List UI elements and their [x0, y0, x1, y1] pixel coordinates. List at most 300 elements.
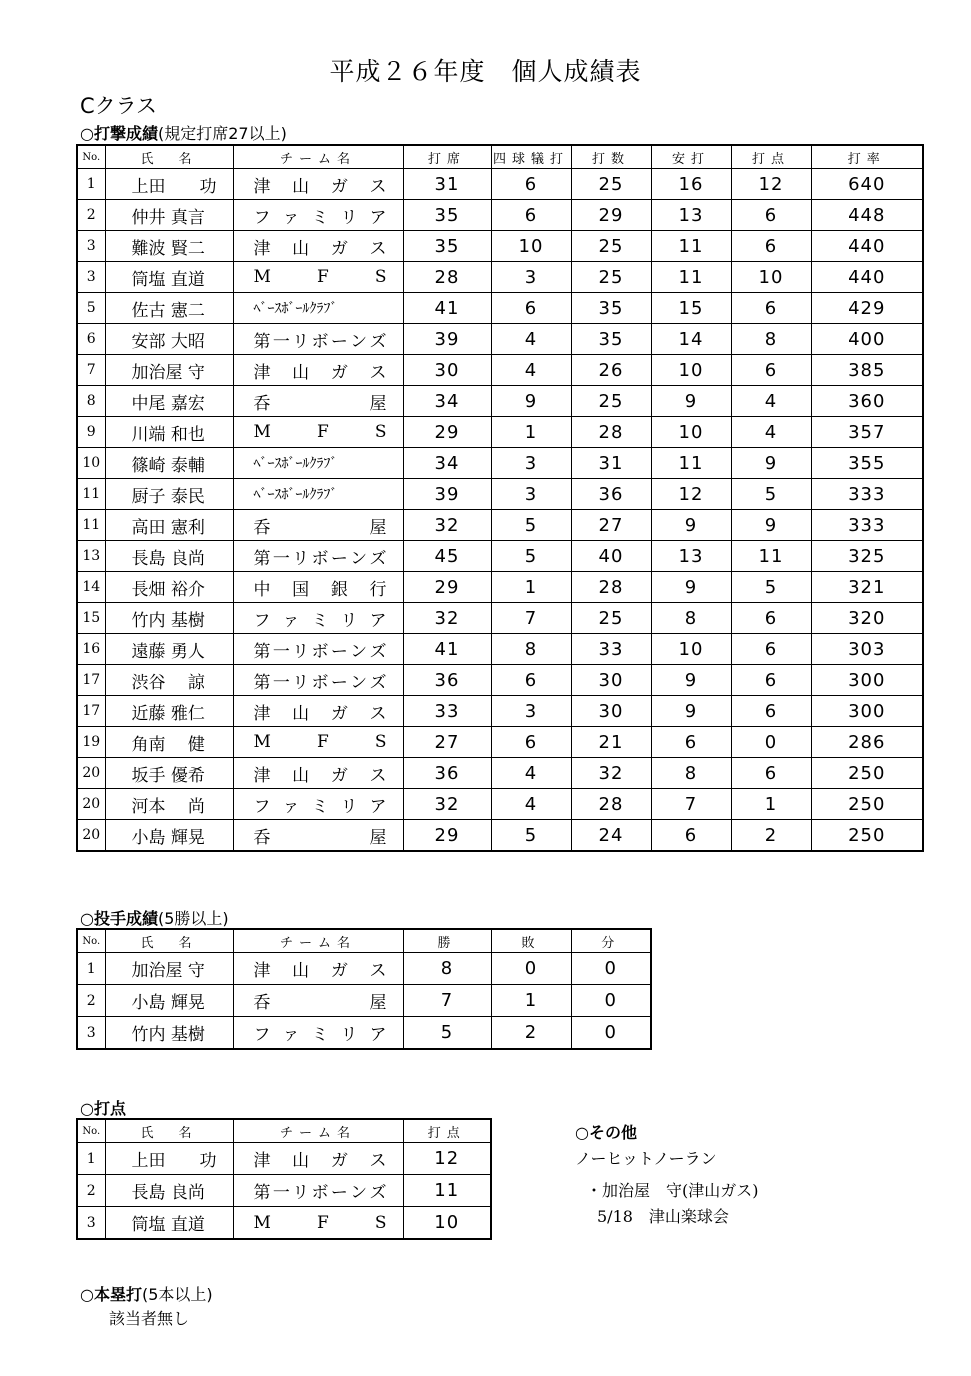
ab-cell: 25: [571, 262, 651, 293]
ab-cell: 32: [571, 758, 651, 789]
rbi-cell: 12: [403, 1143, 491, 1175]
batting-table-row: [77, 789, 923, 820]
h-cell: 10: [651, 417, 731, 448]
d-cell: 0: [571, 953, 651, 985]
rank-cell: 3: [77, 1207, 105, 1240]
player-name-cell: 難波 賢二: [105, 231, 233, 262]
rbi-cell: 10: [403, 1207, 491, 1240]
avg-cell: 325: [811, 541, 923, 572]
avg-cell: 400: [811, 324, 923, 355]
pitching-condition: (5勝以上): [157, 909, 229, 928]
rank-cell: 10: [77, 448, 105, 479]
rank-cell: 3: [77, 1017, 105, 1050]
player-name-cell: 遠藤 勇人: [105, 634, 233, 665]
ab-cell: 21: [571, 727, 651, 758]
other-line1: ノーヒットノーラン: [575, 1149, 717, 1168]
team-name: 津 山 ガ ス: [253, 238, 387, 259]
ab-cell: 40: [571, 541, 651, 572]
team-name: 呑 屋: [253, 827, 387, 848]
batting-table-row: [77, 727, 923, 758]
pa-cell: 34: [403, 386, 491, 417]
team-cell: [233, 820, 403, 852]
ab-cell: 25: [571, 603, 651, 634]
team-name: フ ァ ミ リ ア: [253, 610, 387, 631]
team-name: 津 山 ガ ス: [253, 1151, 387, 1171]
batting-table-row: [77, 479, 923, 510]
rbi-cell: 11: [403, 1175, 491, 1207]
team-name: M F S: [253, 267, 387, 287]
rank-cell: 7: [77, 355, 105, 386]
player-name-cell: 長島 良尚: [105, 541, 233, 572]
bb-cell: 8: [491, 634, 571, 665]
rbi-cell: 4: [731, 386, 811, 417]
player-name-cell: 近藤 雅仁: [105, 696, 233, 727]
pitching-table-row: [77, 1017, 651, 1050]
player-name-cell: 筒塩 直道: [105, 1207, 233, 1240]
h-cell: 13: [651, 200, 731, 231]
team-name: 第 一 リ ボ ー ン ズ: [253, 548, 387, 569]
team-name: 呑 屋: [253, 993, 387, 1013]
player-name-cell: 小島 輝晃: [105, 985, 233, 1017]
batting-table-row: [77, 417, 923, 448]
player-name-cell: 高田 憲利: [105, 510, 233, 541]
d-cell: 0: [571, 985, 651, 1017]
pa-cell: 41: [403, 634, 491, 665]
l-cell: 0: [491, 953, 571, 985]
team-name: M F S: [253, 732, 387, 752]
page-title: 平成２６年度 個人成績表: [329, 57, 642, 86]
pa-cell: 31: [403, 169, 491, 200]
rbi-table-row: [77, 1207, 491, 1240]
team-name: 第 一 リ ボ ー ン ズ: [253, 1183, 387, 1203]
team-name: ﾍﾞｰｽﾎﾞｰﾙｸﾗﾌﾞ: [253, 301, 338, 317]
batting-title: ○打撃成績: [80, 124, 158, 143]
avg-cell: 250: [811, 820, 923, 852]
h-cell: 11: [651, 448, 731, 479]
rank-cell: 1: [77, 953, 105, 985]
avg-cell: 250: [811, 758, 923, 789]
rbi-table-row: [77, 1175, 491, 1207]
batting-col-header: 打点: [731, 145, 811, 169]
team-name: 中 国 銀 行: [253, 579, 387, 600]
team-name: M F S: [253, 422, 387, 442]
rank-cell: 17: [77, 696, 105, 727]
player-name-cell: 加治屋 守: [105, 355, 233, 386]
player-name-cell: 長島 良尚: [105, 1175, 233, 1207]
rbi-cell: 9: [731, 448, 811, 479]
team-cell: [233, 262, 403, 293]
team-name: 第 一 リ ボ ー ン ズ: [253, 641, 387, 662]
rank-cell: 1: [77, 1143, 105, 1175]
bb-cell: 3: [491, 262, 571, 293]
player-name-cell: 角南 健: [105, 727, 233, 758]
ab-cell: 28: [571, 417, 651, 448]
avg-cell: 333: [811, 510, 923, 541]
ab-cell: 30: [571, 696, 651, 727]
batting-col-header: チーム名: [233, 145, 403, 169]
rbi-cell: 1: [731, 789, 811, 820]
h-cell: 10: [651, 355, 731, 386]
rbi-cell: 6: [731, 758, 811, 789]
ab-cell: 35: [571, 293, 651, 324]
rank-cell: 1: [77, 169, 105, 200]
player-name-cell: 川端 和也: [105, 417, 233, 448]
pitching-title: ○投手成績: [80, 909, 158, 928]
batting-table-row: [77, 386, 923, 417]
player-name-cell: 上田 功: [105, 1143, 233, 1175]
rbi-title: ○打点: [80, 1099, 126, 1118]
rbi-cell: 10: [731, 262, 811, 293]
pa-cell: 33: [403, 696, 491, 727]
team-cell: [233, 1207, 403, 1240]
rbi-cell: 8: [731, 324, 811, 355]
batting-table-row: [77, 634, 923, 665]
team-name: フ ァ ミ リ ア: [253, 1025, 387, 1045]
team-name: 第 一 リ ボ ー ン ズ: [253, 672, 387, 693]
team-name: フ ァ ミ リ ア: [253, 207, 387, 228]
ab-cell: 35: [571, 324, 651, 355]
rank-cell: 9: [77, 417, 105, 448]
rank-cell: 15: [77, 603, 105, 634]
homerun-title: ○本塁打: [80, 1285, 142, 1304]
rbi-cell: 12: [731, 169, 811, 200]
pa-cell: 45: [403, 541, 491, 572]
bb-cell: 4: [491, 324, 571, 355]
team-name: 呑 屋: [253, 517, 387, 538]
rbi-cell: 6: [731, 603, 811, 634]
team-name: フ ァ ミ リ ア: [253, 796, 387, 817]
team-cell: [233, 1017, 403, 1050]
avg-cell: 303: [811, 634, 923, 665]
w-cell: 5: [403, 1017, 491, 1050]
pa-cell: 32: [403, 789, 491, 820]
batting-table-row: [77, 293, 923, 324]
rank-cell: 3: [77, 262, 105, 293]
team-name: 津 山 ガ ス: [253, 703, 387, 724]
rbi-col-header: 打点: [403, 1119, 491, 1143]
other-title: ○その他: [575, 1123, 637, 1142]
batting-table-row: [77, 355, 923, 386]
h-cell: 16: [651, 169, 731, 200]
bb-cell: 10: [491, 231, 571, 262]
rbi-cell: 6: [731, 200, 811, 231]
rbi-cell: 2: [731, 820, 811, 852]
rbi-cell: 11: [731, 541, 811, 572]
pitching-col-header: No.: [77, 929, 105, 953]
rank-cell: 13: [77, 541, 105, 572]
pitching-col-header: 勝: [403, 929, 491, 953]
batting-table-row: [77, 541, 923, 572]
d-cell: 0: [571, 1017, 651, 1050]
avg-cell: 321: [811, 572, 923, 603]
bb-cell: 5: [491, 820, 571, 852]
ab-cell: 24: [571, 820, 651, 852]
w-cell: 7: [403, 985, 491, 1017]
batting-table-row: [77, 665, 923, 696]
pa-cell: 35: [403, 200, 491, 231]
player-name-cell: 河本 尚: [105, 789, 233, 820]
pitching-heading: [80, 906, 229, 929]
team-cell: [233, 417, 403, 448]
rank-cell: 8: [77, 386, 105, 417]
h-cell: 9: [651, 572, 731, 603]
pitching-col-header: チーム名: [233, 929, 403, 953]
h-cell: 12: [651, 479, 731, 510]
batting-table-row: [77, 231, 923, 262]
pa-cell: 39: [403, 479, 491, 510]
ab-cell: 25: [571, 386, 651, 417]
player-name-cell: 渋谷 諒: [105, 665, 233, 696]
player-name-cell: 長畑 裕介: [105, 572, 233, 603]
avg-cell: 357: [811, 417, 923, 448]
h-cell: 11: [651, 262, 731, 293]
rank-cell: 16: [77, 634, 105, 665]
bb-cell: 3: [491, 696, 571, 727]
team-name: 津 山 ガ ス: [253, 362, 387, 383]
w-cell: 8: [403, 953, 491, 985]
bb-cell: 4: [491, 355, 571, 386]
rbi-cell: 5: [731, 479, 811, 510]
avg-cell: 360: [811, 386, 923, 417]
h-cell: 9: [651, 665, 731, 696]
team-cell: [233, 510, 403, 541]
class-label: Cクラス: [80, 94, 158, 118]
rbi-cell: 5: [731, 572, 811, 603]
h-cell: 7: [651, 789, 731, 820]
rank-cell: 11: [77, 479, 105, 510]
bb-cell: 6: [491, 727, 571, 758]
team-cell: [233, 603, 403, 634]
bb-cell: 3: [491, 448, 571, 479]
h-cell: 15: [651, 293, 731, 324]
batting-col-header: 四球犠打: [491, 145, 571, 169]
batting-col-header: No.: [77, 145, 105, 169]
rbi-cell: 9: [731, 510, 811, 541]
team-cell: [233, 789, 403, 820]
pa-cell: 36: [403, 758, 491, 789]
batting-table-row: [77, 200, 923, 231]
player-name-cell: 上田 功: [105, 169, 233, 200]
team-name: 津 山 ガ ス: [253, 765, 387, 786]
h-cell: 10: [651, 634, 731, 665]
ab-cell: 29: [571, 200, 651, 231]
player-name-cell: 厨子 泰民: [105, 479, 233, 510]
pitching-col-header: 氏 名: [105, 929, 233, 953]
team-cell: [233, 758, 403, 789]
rank-cell: 6: [77, 324, 105, 355]
h-cell: 9: [651, 696, 731, 727]
h-cell: 8: [651, 758, 731, 789]
rbi-cell: 4: [731, 417, 811, 448]
avg-cell: 355: [811, 448, 923, 479]
avg-cell: 440: [811, 262, 923, 293]
l-cell: 2: [491, 1017, 571, 1050]
ab-cell: 25: [571, 169, 651, 200]
player-name-cell: 中尾 嘉宏: [105, 386, 233, 417]
ab-cell: 31: [571, 448, 651, 479]
pa-cell: 27: [403, 727, 491, 758]
batting-col-header: 安打: [651, 145, 731, 169]
rank-cell: 5: [77, 293, 105, 324]
player-name-cell: 加治屋 守: [105, 953, 233, 985]
pa-cell: 32: [403, 510, 491, 541]
batting-header-row: [77, 145, 923, 169]
team-name: 津 山 ガ ス: [253, 961, 387, 981]
other-line2: ・加治屋 守(津山ガス): [586, 1181, 759, 1200]
batting-table-row: [77, 262, 923, 293]
avg-cell: 333: [811, 479, 923, 510]
avg-cell: 429: [811, 293, 923, 324]
team-cell: [233, 634, 403, 665]
avg-cell: 440: [811, 231, 923, 262]
team-cell: [233, 665, 403, 696]
avg-cell: 640: [811, 169, 923, 200]
bb-cell: 1: [491, 417, 571, 448]
h-cell: 13: [651, 541, 731, 572]
batting-col-header: 打率: [811, 145, 923, 169]
rbi-cell: 6: [731, 293, 811, 324]
player-name-cell: 安部 大昭: [105, 324, 233, 355]
bb-cell: 5: [491, 510, 571, 541]
bb-cell: 4: [491, 789, 571, 820]
team-cell: [233, 200, 403, 231]
batting-col-header: 打席: [403, 145, 491, 169]
player-name-cell: 竹内 基樹: [105, 1017, 233, 1050]
ab-cell: 28: [571, 572, 651, 603]
batting-table-row: [77, 572, 923, 603]
batting-heading: [80, 121, 287, 144]
pa-cell: 35: [403, 231, 491, 262]
ab-cell: 36: [571, 479, 651, 510]
homerun-note: 該当者無し: [109, 1309, 190, 1328]
batting-table-row: [77, 510, 923, 541]
batting-table-row: [77, 324, 923, 355]
pa-cell: 39: [403, 324, 491, 355]
rank-cell: 11: [77, 510, 105, 541]
h-cell: 8: [651, 603, 731, 634]
bb-cell: 6: [491, 169, 571, 200]
batting-condition: (規定打席27以上): [157, 124, 287, 143]
player-name-cell: 竹内 基樹: [105, 603, 233, 634]
rank-cell: 17: [77, 665, 105, 696]
batting-table-row: [77, 758, 923, 789]
batting-table-row: [77, 448, 923, 479]
avg-cell: 448: [811, 200, 923, 231]
team-cell: [233, 1175, 403, 1207]
pa-cell: 32: [403, 603, 491, 634]
ab-cell: 25: [571, 231, 651, 262]
rbi-cell: 6: [731, 634, 811, 665]
avg-cell: 286: [811, 727, 923, 758]
rank-cell: 20: [77, 820, 105, 852]
rbi-col-header: No.: [77, 1119, 105, 1143]
rbi-cell: 0: [731, 727, 811, 758]
team-cell: [233, 479, 403, 510]
team-cell: [233, 231, 403, 262]
batting-col-header: 打数: [571, 145, 651, 169]
h-cell: 6: [651, 820, 731, 852]
rank-cell: 3: [77, 231, 105, 262]
team-cell: [233, 324, 403, 355]
rbi-cell: 6: [731, 355, 811, 386]
avg-cell: 320: [811, 603, 923, 634]
team-cell: [233, 1143, 403, 1175]
rank-cell: 2: [77, 200, 105, 231]
rank-cell: 19: [77, 727, 105, 758]
player-name-cell: 筒塩 直道: [105, 262, 233, 293]
pa-cell: 41: [403, 293, 491, 324]
ab-cell: 28: [571, 789, 651, 820]
rbi-table-row: [77, 1143, 491, 1175]
rank-cell: 14: [77, 572, 105, 603]
h-cell: 6: [651, 727, 731, 758]
team-cell: [233, 293, 403, 324]
team-cell: [233, 448, 403, 479]
avg-cell: 300: [811, 696, 923, 727]
bb-cell: 6: [491, 293, 571, 324]
other-line3: 5/18 津山楽球会: [597, 1207, 729, 1226]
team-name: 津 山 ガ ス: [253, 176, 387, 197]
bb-cell: 7: [491, 603, 571, 634]
team-name: M F S: [253, 1212, 387, 1233]
rbi-cell: 6: [731, 231, 811, 262]
pa-cell: 29: [403, 417, 491, 448]
h-cell: 14: [651, 324, 731, 355]
batting-table-row: [77, 603, 923, 634]
batting-col-header: 氏 名: [105, 145, 233, 169]
pitching-table-row: [77, 985, 651, 1017]
team-cell: [233, 386, 403, 417]
ab-cell: 30: [571, 665, 651, 696]
team-cell: [233, 169, 403, 200]
bb-cell: 9: [491, 386, 571, 417]
pa-cell: 34: [403, 448, 491, 479]
rbi-cell: 6: [731, 696, 811, 727]
player-name-cell: 仲井 真言: [105, 200, 233, 231]
team-name: ﾍﾞｰｽﾎﾞｰﾙｸﾗﾌﾞ: [253, 456, 338, 472]
team-name: 呑 屋: [253, 393, 387, 414]
rbi-col-header: 氏 名: [105, 1119, 233, 1143]
pa-cell: 29: [403, 820, 491, 852]
rbi-cell: 6: [731, 665, 811, 696]
pa-cell: 28: [403, 262, 491, 293]
batting-table-row: [77, 696, 923, 727]
pitching-col-header: 分: [571, 929, 651, 953]
pitching-col-header: 敗: [491, 929, 571, 953]
rank-cell: 20: [77, 789, 105, 820]
bb-cell: 5: [491, 541, 571, 572]
avg-cell: 385: [811, 355, 923, 386]
pitching-header-row: [77, 929, 651, 953]
pa-cell: 30: [403, 355, 491, 386]
team-cell: [233, 953, 403, 985]
pitching-table: [76, 928, 652, 1050]
pa-cell: 29: [403, 572, 491, 603]
avg-cell: 250: [811, 789, 923, 820]
bb-cell: 4: [491, 758, 571, 789]
h-cell: 9: [651, 386, 731, 417]
team-name: ﾍﾞｰｽﾎﾞｰﾙｸﾗﾌﾞ: [253, 487, 338, 503]
team-cell: [233, 355, 403, 386]
rbi-table: [76, 1118, 492, 1240]
player-name-cell: 篠崎 泰輔: [105, 448, 233, 479]
l-cell: 1: [491, 985, 571, 1017]
pitching-table-row: [77, 953, 651, 985]
player-name-cell: 小島 輝晃: [105, 820, 233, 852]
bb-cell: 1: [491, 572, 571, 603]
batting-table-row: [77, 169, 923, 200]
ab-cell: 33: [571, 634, 651, 665]
